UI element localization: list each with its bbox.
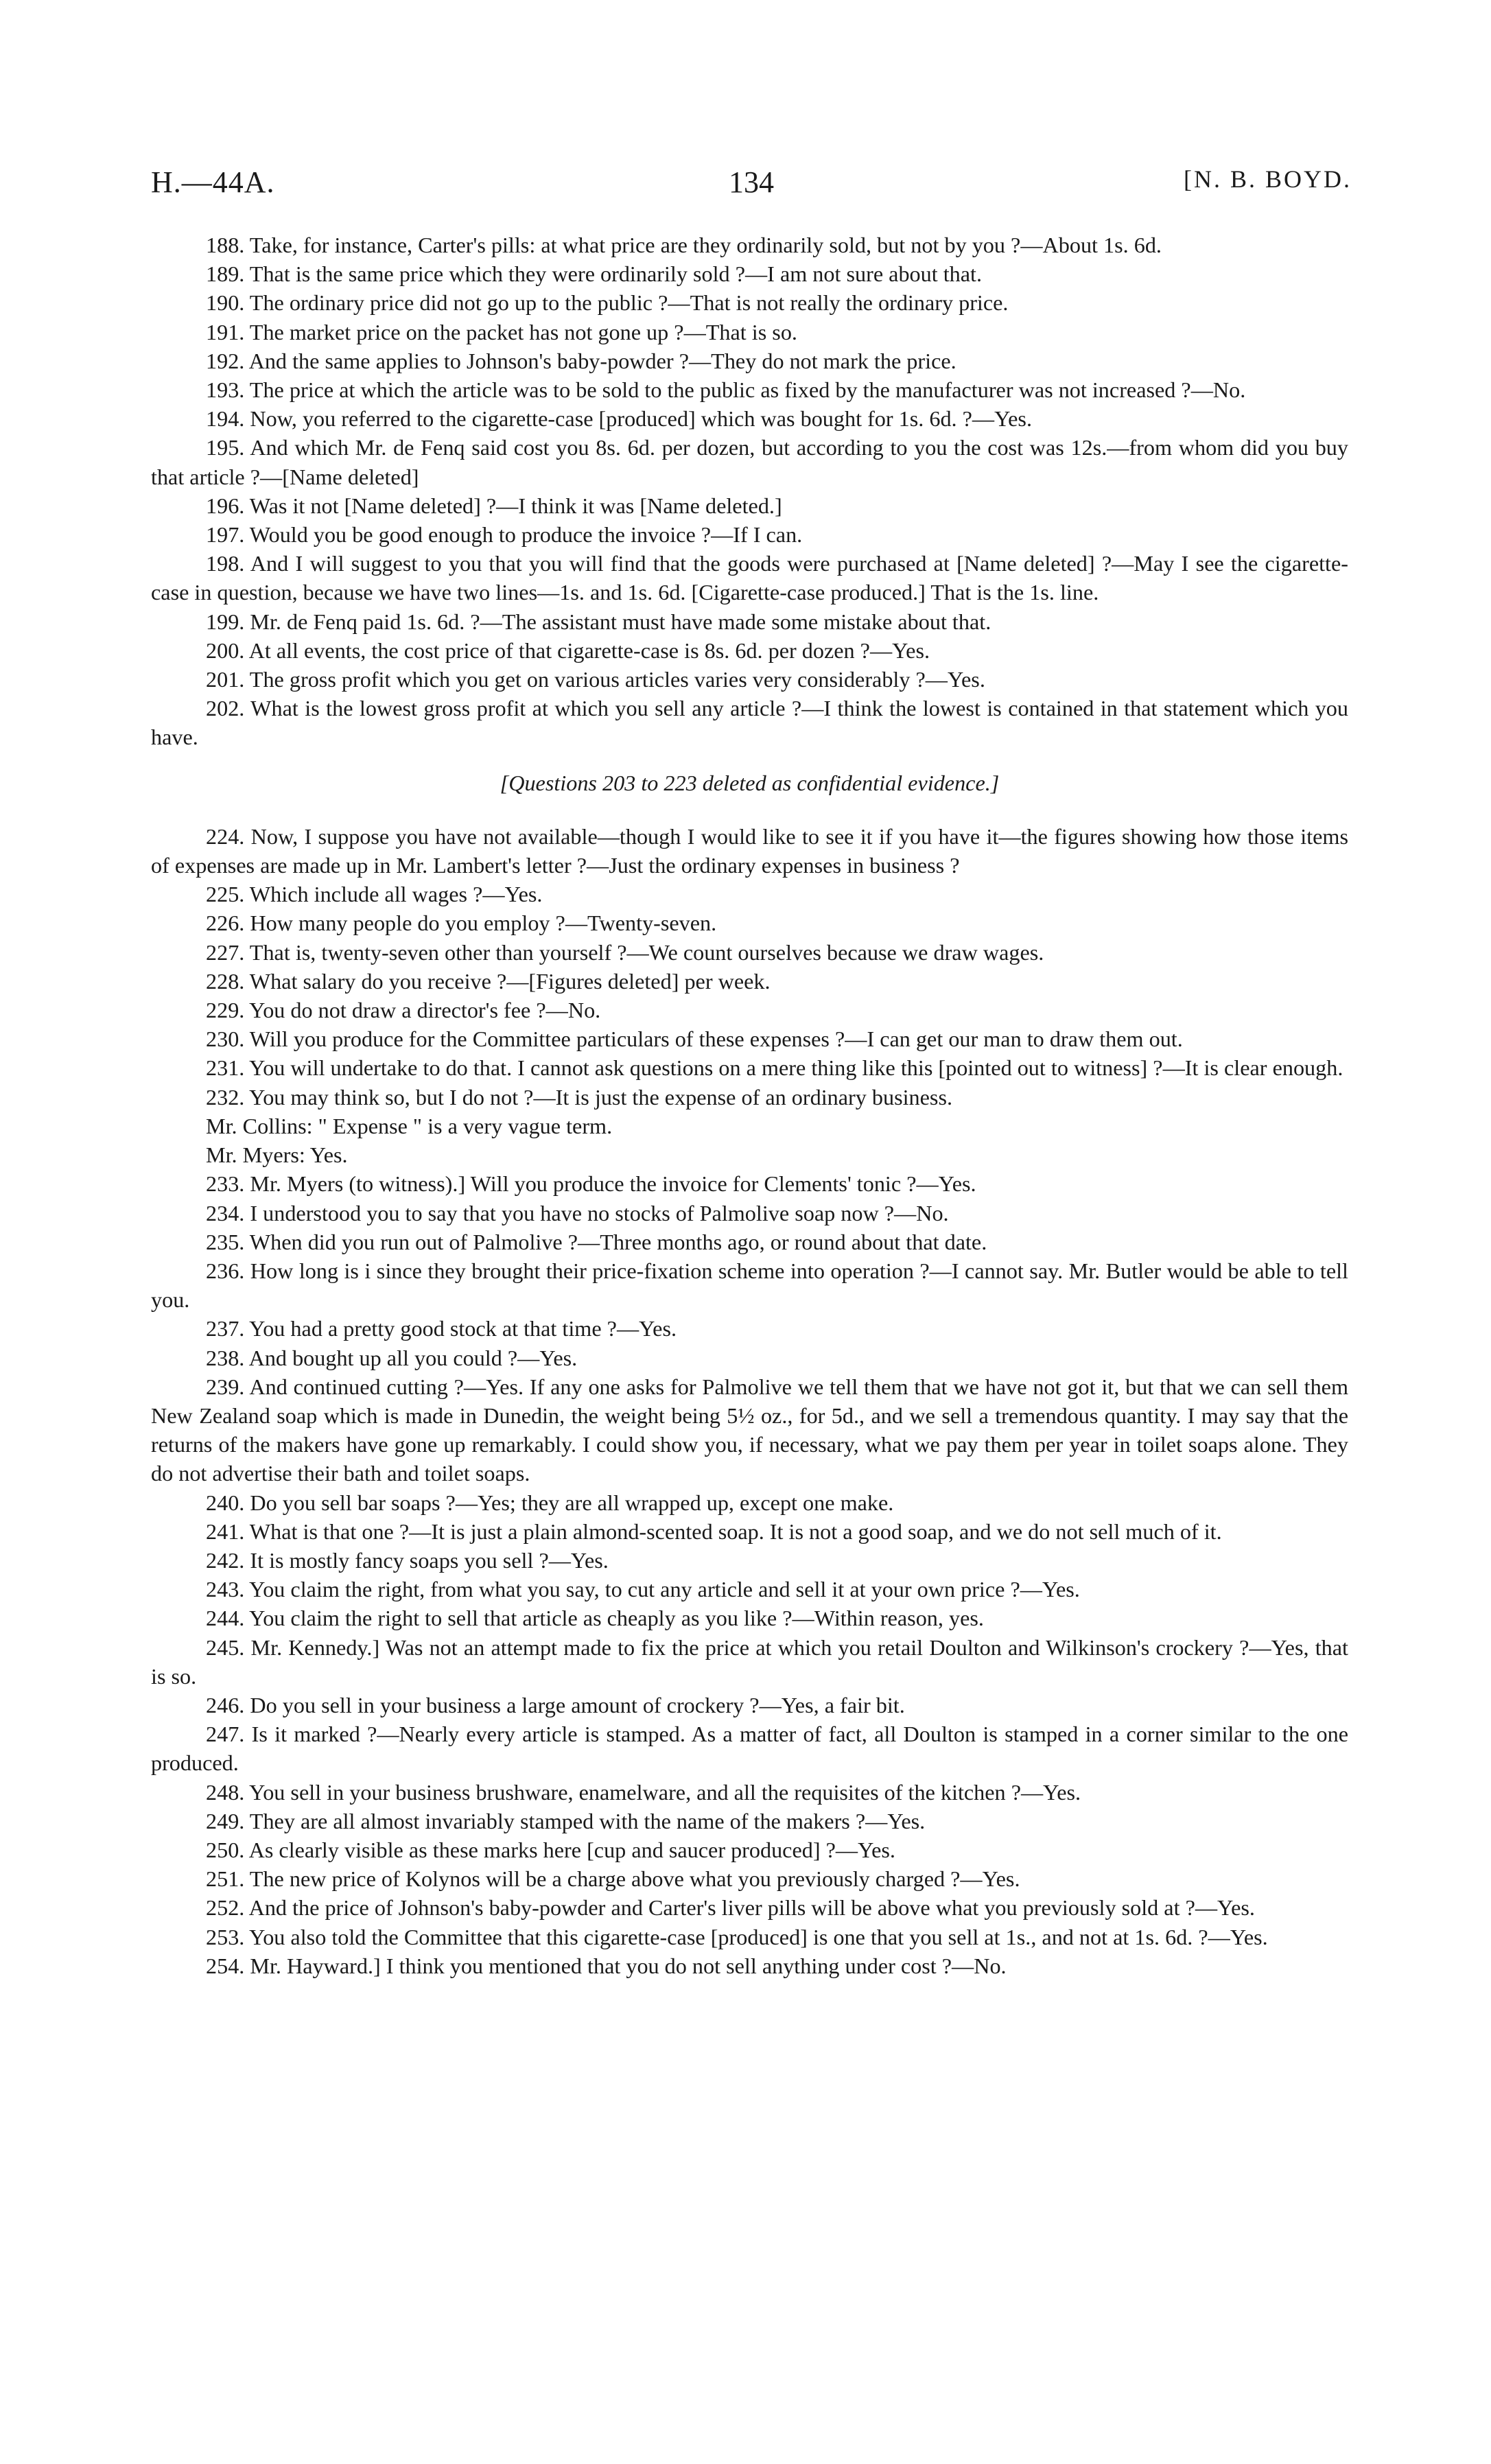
question-201: 201. The gross profit which you get on various articles varies very considerably ?—Yes. [206,667,985,692]
question-236: 236. How long is i since they brought their price-fixation scheme into operation ?—I cannot say. Mr. Butler would be able to tell you. [151,1258,1348,1313]
question-239: 239. And continued cutting ?—Yes. If any one asks for Palmolive we tell them that we have not got it, but that we can sell them New Zealand soap which is made in Dunedin, the weight being 5½ oz., for 5d., and we sell a tremendous quantity. I may say that the returns of the makers have gone up remarkably. I could show you, if necessary, what we pay them per year in toilet soaps alone. They do not advertise their bath and toilet soaps. [151,1374,1348,1486]
question-197: 197. Would you be good enough to produce the invoice ?—If I can. [206,522,803,548]
question-237: 237. You had a pretty good stock at that time ?—Yes. [206,1316,677,1341]
question-199: 199. Mr. de Fenq paid 1s. 6d. ?—The assistant must have made some mistake about that. [206,609,991,634]
question-226: 226. How many people do you employ ?—Twenty-seven. [206,911,717,936]
question-190: 190. The ordinary price did not go up to the public ?—That is not really the ordinary price. [206,290,1009,316]
question-252: 252. And the price of Johnson's baby-powder and Carter's liver pills will be above what you previously sold at ?—Yes. [206,1895,1255,1921]
page-number: 134 [729,165,774,199]
question-248: 248. You sell in your business brushware, enamelware, and all the requisites of the kitchen ?—Yes. [206,1779,1081,1805]
question-232: 232. You may think so, but I do not ?—It is just the expense of an ordinary business. [206,1084,953,1110]
question-193: 193. The price at which the article was to be sold to the public as fixed by the manufacturer was not increased ?—No. [206,377,1246,403]
witness-name: [N. B. BOYD. [1183,165,1352,193]
question-196: 196. Was it not [Name deleted] ?—I think it was [Name deleted.] [206,493,782,518]
question-233: 233. Mr. Myers (to witness).] Will you produce the invoice for Clements' tonic ?—Yes. [206,1171,976,1197]
question-243: 243. You claim the right, from what you say, to cut any article and sell it at your own price ?—Yes. [206,1577,1080,1602]
question-242: 242. It is mostly fancy soaps you sell ?—Yes. [206,1547,609,1573]
question-231: 231. You will undertake to do that. I cannot ask questions on a mere thing like this [pointed out to witness] ?—It is clear enough. [206,1055,1343,1081]
transcript-body [151,231,1348,1980]
interjection-collins: Mr. Collins: " Expense " is a very vague term. [206,1113,613,1138]
question-192: 192. And the same applies to Johnson's baby-powder ?—They do not mark the price. [206,348,956,373]
question-195: 195. And which Mr. de Fenq said cost you 8s. 6d. per dozen, but according to you the cost was 12s.—from whom did you buy that article ?—[Name deleted] [151,435,1348,489]
question-188: 188. Take, for instance, Carter's pills: at what price are they ordinarily sold, but not by you ?—About 1s. 6d. [206,233,1162,257]
document-reference: H.—44A. [151,165,275,199]
question-234: 234. I understood you to say that you have no stocks of Palmolive soap now ?—No. [206,1200,949,1225]
question-191: 191. The market price on the packet has not gone up ?—That is so. [206,319,797,344]
question-228: 228. What salary do you receive ?—[Figures deleted] per week. [206,968,771,994]
question-225: 225. Which include all wages ?—Yes. [206,882,543,907]
question-238: 238. And bought up all you could ?—Yes. [206,1345,578,1370]
question-230: 230. Will you produce for the Committee particulars of these expenses ?—I can get our man to draw them out. [206,1026,1183,1052]
question-202: 202. What is the lowest gross profit at which you sell any article ?—I think the lowest is contained in that statement which you have. [151,696,1348,750]
deleted-questions-note: [Questions 203 to 223 deleted as confidential evidence.] [500,770,1000,795]
interjection-myers: Mr. Myers: Yes. [206,1142,348,1168]
question-194: 194. Now, you referred to the cigarette-case [produced] which was bought for 1s. 6d. ?—Yes. [206,406,1032,432]
question-235: 235. When did you run out of Palmolive ?—Three months ago, or round about that date. [206,1229,987,1254]
question-249: 249. They are all almost invariably stamped with the name of the makers ?—Yes. [206,1808,926,1833]
question-246: 246. Do you sell in your business a large amount of crockery ?—Yes, a fair bit. [206,1692,905,1717]
question-227: 227. That is, twenty-seven other than yourself ?—We count ourselves because we draw wages. [206,939,1044,965]
question-254: 254. Mr. Hayward.] I think you mentioned that you do not sell anything under cost ?—No. [206,1953,1007,1978]
question-247: 247. Is it marked ?—Nearly every article is stamped. As a matter of fact, all Doulton is stamped in a corner similar to the one produced. [151,1722,1348,1776]
question-224: 224. Now, I suppose you have not available—though I would like to see it if you have it—the figures showing how those items of expenses are made up in Mr. Lambert's letter ?—Just the ordinary expenses in business ? [151,823,1348,878]
question-245: 245. Mr. Kennedy.] Was not an attempt made to fix the price at which you retail Doulton and Wilkinson's crockery ?—Yes, that is so. [151,1634,1348,1689]
question-250: 250. As clearly visible as these marks here [cup and saucer produced] ?—Yes. [206,1837,895,1862]
question-229: 229. You do not draw a director's fee ?—No. [206,998,601,1023]
question-251: 251. The new price of Kolynos will be a charge above what you previously charged ?—Yes. [206,1866,1020,1892]
question-198: 198. And I will suggest to you that you will find that the goods were purchased at [Name deleted] ?—May I see the cigarette-case in question, because we have two lines—1s. and 1s. 6d. [Cigarette-case produced.] That is the 1s. line. [151,551,1348,605]
page-header [151,165,1352,213]
question-200: 200. At all events, the cost price of that cigarette-case is 8s. 6d. per dozen ?—Yes. [206,637,930,663]
question-240: 240. Do you sell bar soaps ?—Yes; they are all wrapped up, except one make. [206,1490,894,1515]
question-253: 253. You also told the Committee that this cigarette-case [produced] is one that you sell at 1s., and not at 1s. 6d. ?—Yes. [206,1924,1268,1949]
question-244: 244. You claim the right to sell that article as cheaply as you like ?—Within reason, yes. [206,1606,984,1631]
question-241: 241. What is that one ?—It is just a plain almond-scented soap. It is not a good soap, and we do not sell much of it. [206,1518,1222,1544]
question-189: 189. That is the same price which they were ordinarily sold ?—I am not sure about that. [206,261,983,287]
